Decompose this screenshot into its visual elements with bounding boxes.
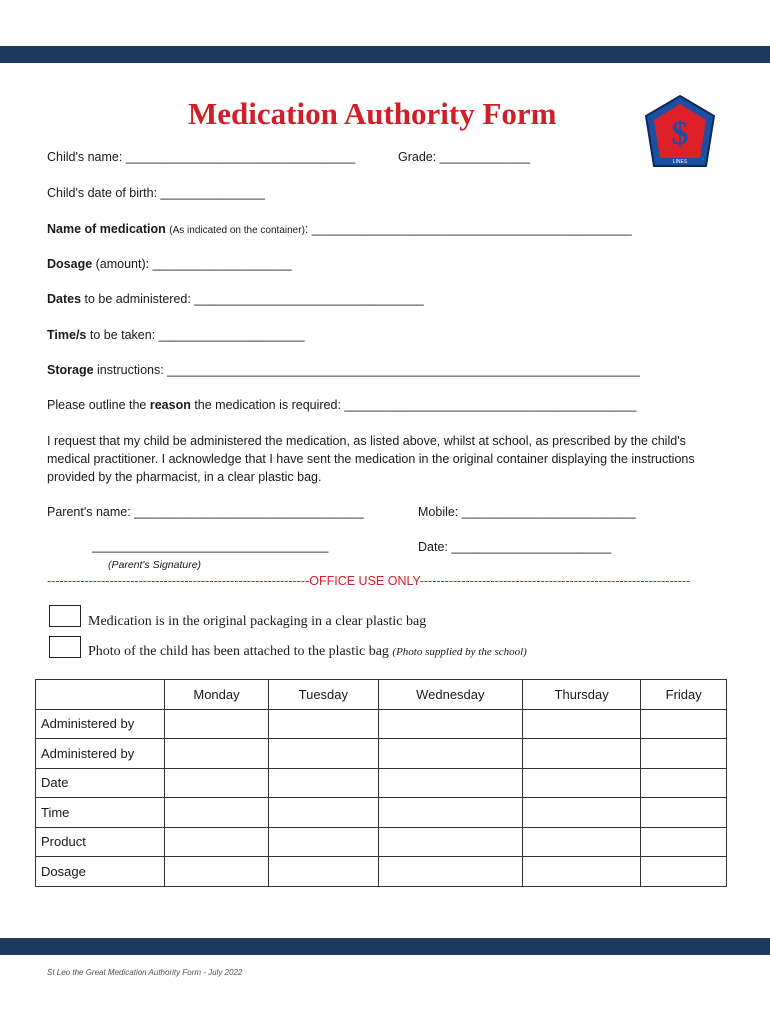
grade-field[interactable]: Grade: _____________ (398, 150, 531, 164)
dates-label: Dates (47, 292, 82, 306)
childs-name-field[interactable]: Child's name: _________________________________ (47, 150, 356, 164)
signature-line[interactable]: __________________________________ (92, 539, 329, 553)
table-cell[interactable] (268, 798, 378, 828)
medication-name-note: (As indicated on the container) (169, 225, 305, 236)
day-header: Tuesday (268, 680, 378, 710)
table-cell[interactable] (522, 739, 640, 769)
table-cell[interactable] (522, 768, 640, 798)
photo-attached-label: Photo of the child has been attached to the plastic bag (88, 644, 389, 659)
dosage-field[interactable] (47, 257, 292, 271)
medication-name-line: : ______________________________________________ (304, 222, 632, 236)
dates-line: to be administered: _________________________________ (81, 292, 424, 306)
table-cell[interactable] (378, 739, 522, 769)
reason-field[interactable] (47, 398, 636, 412)
table-cell[interactable] (522, 798, 640, 828)
storage-label: Storage (47, 363, 94, 377)
storage-field[interactable] (47, 363, 640, 377)
table-cell[interactable] (268, 739, 378, 769)
table-cell[interactable] (378, 857, 522, 887)
table-cell[interactable] (268, 827, 378, 857)
school-crest (642, 94, 718, 174)
row-label: Administered by (36, 709, 165, 739)
top-banner (0, 46, 770, 63)
parent-name-field[interactable]: Parent's name: _________________________________ (47, 505, 364, 519)
dates-field[interactable] (47, 292, 424, 306)
table-row (36, 827, 727, 857)
photo-attached-note: (Photo supplied by the school) (392, 646, 527, 658)
day-header: Monday (165, 680, 269, 710)
table-cell[interactable] (522, 827, 640, 857)
table-row (36, 857, 727, 887)
table-row (36, 739, 727, 769)
original-packaging-label: Medication is in the original packaging in a clear plastic bag (88, 614, 427, 629)
day-header: Thursday (522, 680, 640, 710)
administration-log-table (35, 679, 727, 887)
signature-caption: (Parent's Signature) (108, 559, 202, 571)
table-cell[interactable] (268, 768, 378, 798)
table-row (36, 709, 727, 739)
table-cell[interactable] (378, 768, 522, 798)
svg-text:$: $ (671, 115, 689, 152)
page-title: Medication Authority Form (188, 96, 557, 131)
row-label: Dosage (36, 857, 165, 887)
photo-attached-text (88, 644, 527, 660)
row-label: Administered by (36, 739, 165, 769)
time-line: to be taken: _____________________ (86, 328, 305, 342)
table-cell[interactable] (522, 857, 640, 887)
table-cell[interactable] (641, 768, 727, 798)
declaration-text: I request that my child be administered the medication, as listed above, whilst at school, as prescribed by the child's medical practitioner. I acknowledge that I have sent the medication in the original container displaying the instructions provided by the pharmacist, in a clear plastic bag. (47, 434, 695, 484)
table-cell[interactable] (378, 709, 522, 739)
table-cell[interactable] (165, 709, 269, 739)
table-cell[interactable] (641, 857, 727, 887)
reason-line: the medication is required: __________________________________________ (190, 398, 637, 412)
table-corner-cell (36, 680, 165, 710)
table-cell[interactable] (165, 857, 269, 887)
dosage-line: (amount): ____________________ (92, 257, 292, 271)
crest-motto: LINES (672, 159, 688, 165)
bottom-banner (0, 938, 770, 955)
table-row (36, 768, 727, 798)
table-cell[interactable] (165, 768, 269, 798)
row-label: Date (36, 768, 165, 798)
original-packaging-checkbox[interactable] (49, 605, 81, 627)
time-field[interactable] (47, 328, 305, 342)
office-use-label: OFFICE USE ONLY (309, 574, 420, 588)
table-cell[interactable] (165, 798, 269, 828)
table-header-row (36, 680, 727, 710)
dob-field[interactable]: Child's date of birth: _______________ (47, 186, 265, 200)
table-cell[interactable] (378, 827, 522, 857)
table-cell[interactable] (641, 798, 727, 828)
medication-name-field[interactable] (47, 222, 632, 236)
office-use-divider (47, 574, 717, 588)
time-label: Time/s (47, 328, 87, 342)
day-header: Wednesday (378, 680, 522, 710)
table-cell[interactable] (165, 827, 269, 857)
office-dashes-left: --------------------------------------------------------------- (47, 574, 310, 588)
table-cell[interactable] (641, 709, 727, 739)
footer-text: St Leo the Great Medication Authority Form - July 2022 (47, 968, 243, 977)
office-dashes-right: ----------------------------------------------------------------- (419, 574, 691, 588)
medication-name-label: Name of medication (47, 222, 166, 236)
table-cell[interactable] (522, 709, 640, 739)
day-header: Friday (641, 680, 727, 710)
photo-attached-checkbox[interactable] (49, 636, 81, 658)
table-cell[interactable] (641, 827, 727, 857)
reason-label: reason (149, 398, 191, 412)
table-cell[interactable] (378, 798, 522, 828)
table-row (36, 798, 727, 828)
dosage-label: Dosage (47, 257, 93, 271)
mobile-field[interactable]: Mobile: _________________________ (418, 505, 636, 519)
row-label: Time (36, 798, 165, 828)
table-cell[interactable] (268, 857, 378, 887)
table-cell[interactable] (268, 709, 378, 739)
reason-prefix: Please outline the (47, 398, 150, 412)
row-label: Product (36, 827, 165, 857)
storage-line: instructions: ____________________________________________________________________ (93, 363, 640, 377)
date-field[interactable]: Date: _______________________ (418, 540, 612, 554)
table-cell[interactable] (165, 739, 269, 769)
table-cell[interactable] (641, 739, 727, 769)
